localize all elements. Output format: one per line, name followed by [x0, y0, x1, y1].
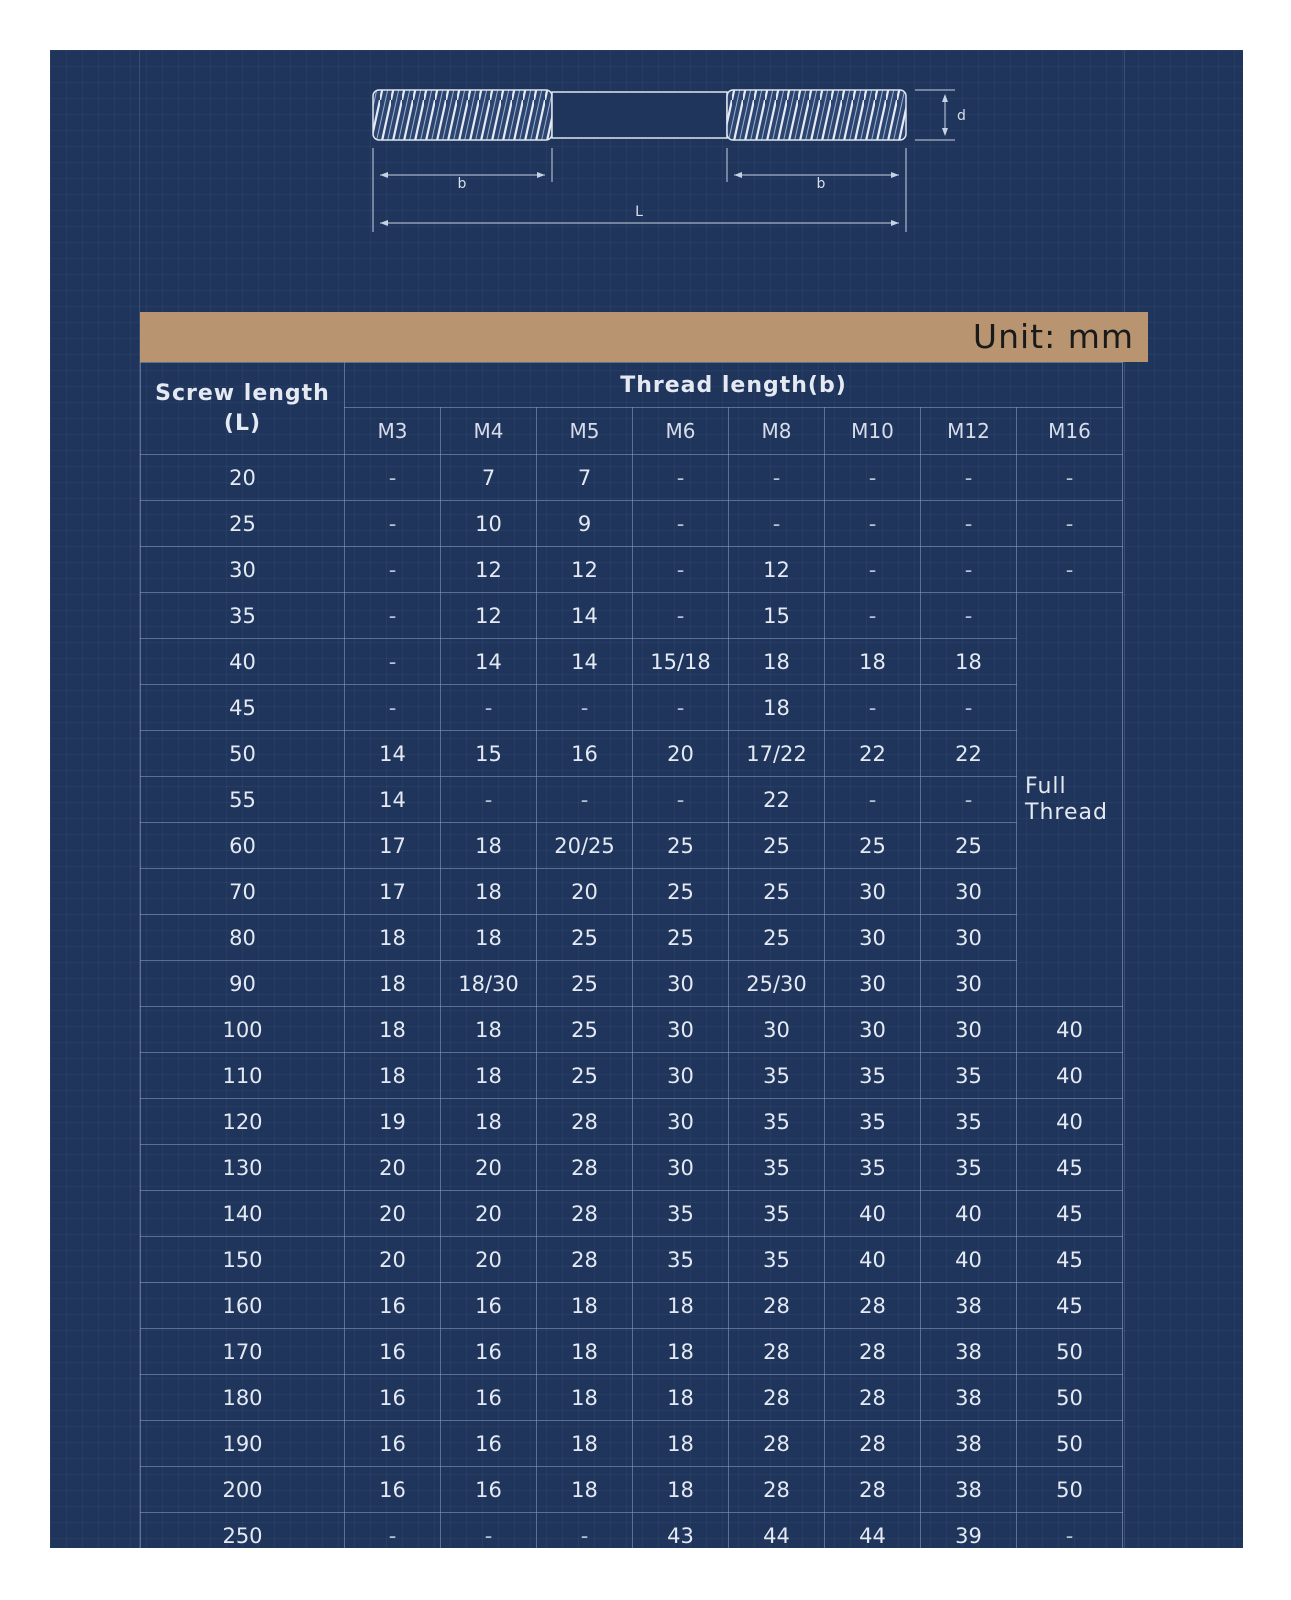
- table-row: [141, 1513, 1123, 1549]
- table-row: [141, 915, 1123, 961]
- thread-length-cell: 45: [1017, 1191, 1123, 1237]
- thread-length-cell: 40: [1017, 1007, 1123, 1053]
- thread-length-cell: 20: [537, 869, 633, 915]
- thread-length-cell: 50: [1017, 1329, 1123, 1375]
- thread-length-cell: 35: [825, 1099, 921, 1145]
- thread-length-cell: -: [633, 593, 729, 639]
- thread-length-cell: -: [441, 777, 537, 823]
- thread-length-cell: 30: [825, 961, 921, 1007]
- thread-length-cell: 18: [441, 1053, 537, 1099]
- thread-length-cell: -: [825, 501, 921, 547]
- thread-length-cell: 30: [921, 869, 1017, 915]
- thread-length-cell: 15: [441, 731, 537, 777]
- table-row: [141, 1053, 1123, 1099]
- screw-length-cell: 55: [141, 777, 345, 823]
- thread-length-cell: -: [537, 777, 633, 823]
- screw-length-cell: 90: [141, 961, 345, 1007]
- thread-length-cell: 44: [825, 1513, 921, 1549]
- thread-length-cell: 16: [345, 1375, 441, 1421]
- thread-length-cell: 35: [825, 1145, 921, 1191]
- thread-length-cell: 35: [633, 1191, 729, 1237]
- thread-length-cell: -: [921, 547, 1017, 593]
- thread-length-cell: 28: [825, 1283, 921, 1329]
- thread-length-cell: 28: [729, 1283, 825, 1329]
- thread-length-cell: 18: [441, 1099, 537, 1145]
- thread-length-cell: -: [441, 1513, 537, 1549]
- thread-length-cell: 40: [825, 1237, 921, 1283]
- table-row: [141, 547, 1123, 593]
- thread-length-cell: 28: [825, 1467, 921, 1513]
- thread-length-cell: 10: [441, 501, 537, 547]
- screw-length-cell: 45: [141, 685, 345, 731]
- thread-length-cell: 12: [441, 547, 537, 593]
- screw-length-cell: 70: [141, 869, 345, 915]
- screw-length-cell: 100: [141, 1007, 345, 1053]
- thread-length-cell: 25: [729, 823, 825, 869]
- thread-length-cell: 15: [729, 593, 825, 639]
- dimension-label-diameter: d: [957, 108, 966, 124]
- screw-length-cell: 200: [141, 1467, 345, 1513]
- screw-length-cell: 140: [141, 1191, 345, 1237]
- thread-length-cell: -: [441, 685, 537, 731]
- screw-length-cell: 170: [141, 1329, 345, 1375]
- table-row: [141, 1237, 1123, 1283]
- screw-length-cell: 20: [141, 455, 345, 501]
- thread-length-cell: 18: [729, 639, 825, 685]
- thread-length-cell: 28: [537, 1237, 633, 1283]
- thread-length-cell: 25: [537, 961, 633, 1007]
- thread-length-cell: 20: [441, 1145, 537, 1191]
- thread-length-cell: 18/30: [441, 961, 537, 1007]
- full-thread-cell: Full Thread: [1017, 593, 1123, 1007]
- thread-length-cell: 18: [633, 1329, 729, 1375]
- thread-length-cell: 40: [1017, 1053, 1123, 1099]
- table-row: [141, 869, 1123, 915]
- thread-length-cell: 35: [729, 1191, 825, 1237]
- thread-length-cell: 18: [345, 1007, 441, 1053]
- table-row: [141, 1375, 1123, 1421]
- thread-length-cell: 43: [633, 1513, 729, 1549]
- screw-length-cell: 80: [141, 915, 345, 961]
- table-row: [141, 1421, 1123, 1467]
- unit-label: Unit: mm: [972, 317, 1134, 356]
- thread-length-cell: -: [345, 501, 441, 547]
- thread-length-cell: 16: [537, 731, 633, 777]
- table-row: [141, 1145, 1123, 1191]
- thread-length-cell: -: [825, 455, 921, 501]
- thread-length-cell: 28: [729, 1329, 825, 1375]
- thread-length-cell: -: [345, 455, 441, 501]
- thread-length-cell: 28: [537, 1191, 633, 1237]
- thread-length-cell: 30: [633, 1145, 729, 1191]
- table-row: [141, 639, 1123, 685]
- thread-length-cell: 40: [1017, 1099, 1123, 1145]
- thread-length-cell: 7: [441, 455, 537, 501]
- thread-length-cell: 35: [729, 1099, 825, 1145]
- thread-length-cell: 25: [921, 823, 1017, 869]
- thread-length-cell: 25: [537, 1053, 633, 1099]
- thread-length-cell: 12: [729, 547, 825, 593]
- thread-length-cell: 38: [921, 1467, 1017, 1513]
- thread-length-cell: 14: [537, 639, 633, 685]
- thread-length-cell: 16: [345, 1467, 441, 1513]
- thread-length-cell: 30: [825, 915, 921, 961]
- header-size-m4: M4: [441, 408, 537, 455]
- thread-length-cell: 30: [825, 869, 921, 915]
- thread-length-cell: 20: [633, 731, 729, 777]
- thread-length-cell: 16: [441, 1421, 537, 1467]
- header-screw-length: Screw length (L): [141, 363, 345, 455]
- thread-length-cell: 18: [633, 1283, 729, 1329]
- thread-length-cell: 28: [729, 1421, 825, 1467]
- thread-length-cell: 38: [921, 1283, 1017, 1329]
- table-row: [141, 1283, 1123, 1329]
- thread-length-cell: 30: [633, 1007, 729, 1053]
- thread-length-cell: 28: [825, 1329, 921, 1375]
- thread-length-cell: 35: [921, 1099, 1017, 1145]
- thread-length-cell: 12: [441, 593, 537, 639]
- thread-length-cell: 35: [729, 1053, 825, 1099]
- screw-length-cell: 35: [141, 593, 345, 639]
- thread-length-cell: 28: [537, 1099, 633, 1145]
- thread-length-cell: 18: [537, 1329, 633, 1375]
- screw-length-cell: 50: [141, 731, 345, 777]
- thread-length-cell: 25: [537, 1007, 633, 1053]
- thread-length-cell: 18: [633, 1421, 729, 1467]
- thread-length-cell: 18: [441, 869, 537, 915]
- thread-length-cell: 35: [921, 1145, 1017, 1191]
- thread-length-cell: 16: [441, 1375, 537, 1421]
- thread-length-cell: -: [921, 777, 1017, 823]
- thread-length-table: [140, 362, 1123, 1548]
- header-size-m3: M3: [345, 408, 441, 455]
- thread-length-cell: 28: [729, 1467, 825, 1513]
- thread-length-cell: -: [1017, 547, 1123, 593]
- thread-length-cell: 16: [345, 1329, 441, 1375]
- header-thread-length: Thread length(b): [345, 363, 1123, 408]
- thread-length-cell: 35: [921, 1053, 1017, 1099]
- thread-length-cell: -: [1017, 1513, 1123, 1549]
- screw-length-cell: 40: [141, 639, 345, 685]
- thread-length-cell: 35: [825, 1053, 921, 1099]
- unit-banner: [140, 312, 1148, 362]
- screw-length-cell: 130: [141, 1145, 345, 1191]
- thread-length-cell: 44: [729, 1513, 825, 1549]
- thread-length-cell: 17: [345, 869, 441, 915]
- thread-length-cell: 20: [345, 1145, 441, 1191]
- thread-length-cell: -: [537, 685, 633, 731]
- thread-length-cell: -: [633, 547, 729, 593]
- thread-length-cell: 30: [921, 1007, 1017, 1053]
- thread-length-cell: 25: [537, 915, 633, 961]
- thread-length-cell: 30: [633, 1099, 729, 1145]
- thread-length-cell: 20: [345, 1191, 441, 1237]
- thread-length-cell: 45: [1017, 1145, 1123, 1191]
- thread-length-cell: -: [729, 501, 825, 547]
- header-size-m16: M16: [1017, 408, 1123, 455]
- thread-length-cell: 30: [729, 1007, 825, 1053]
- thread-length-cell: 16: [441, 1467, 537, 1513]
- thread-length-cell: 30: [921, 915, 1017, 961]
- thread-length-cell: 25: [729, 869, 825, 915]
- screw-length-cell: 60: [141, 823, 345, 869]
- thread-length-cell: -: [633, 685, 729, 731]
- screw-length-cell: 160: [141, 1283, 345, 1329]
- thread-length-cell: -: [921, 685, 1017, 731]
- thread-length-cell: 30: [633, 961, 729, 1007]
- thread-length-cell: 17/22: [729, 731, 825, 777]
- thread-length-cell: 15/18: [633, 639, 729, 685]
- table-row: [141, 1191, 1123, 1237]
- thread-length-cell: 18: [537, 1375, 633, 1421]
- thread-length-cell: 25/30: [729, 961, 825, 1007]
- thread-length-cell: 28: [825, 1375, 921, 1421]
- thread-length-cell: -: [1017, 501, 1123, 547]
- thread-length-cell: -: [345, 639, 441, 685]
- thread-length-cell: 14: [537, 593, 633, 639]
- dimension-label-length: L: [635, 204, 643, 220]
- thread-length-cell: 18: [633, 1467, 729, 1513]
- thread-length-cell: 16: [345, 1421, 441, 1467]
- thread-length-cell: 18: [537, 1421, 633, 1467]
- thread-length-cell: 18: [537, 1467, 633, 1513]
- thread-length-cell: 16: [345, 1283, 441, 1329]
- thread-length-cell: -: [633, 455, 729, 501]
- thread-length-cell: 25: [633, 869, 729, 915]
- header-size-m10: M10: [825, 408, 921, 455]
- thread-length-cell: 18: [441, 1007, 537, 1053]
- thread-length-cell: 17: [345, 823, 441, 869]
- table-row: [141, 1329, 1123, 1375]
- thread-length-cell: 28: [729, 1375, 825, 1421]
- thread-length-cell: 45: [1017, 1283, 1123, 1329]
- table-row: [141, 1099, 1123, 1145]
- thread-length-cell: 18: [729, 685, 825, 731]
- thread-length-cell: 28: [825, 1421, 921, 1467]
- screw-length-cell: 110: [141, 1053, 345, 1099]
- screw-length-cell: 250: [141, 1513, 345, 1549]
- thread-length-cell: 14: [345, 777, 441, 823]
- header-size-m6: M6: [633, 408, 729, 455]
- thread-length-cell: -: [345, 1513, 441, 1549]
- thread-length-cell: -: [825, 685, 921, 731]
- header-size-m12: M12: [921, 408, 1017, 455]
- thread-length-cell: 35: [729, 1145, 825, 1191]
- table-row: [141, 823, 1123, 869]
- thread-length-cell: -: [345, 547, 441, 593]
- thread-length-cell: 30: [633, 1053, 729, 1099]
- thread-length-cell: 18: [633, 1375, 729, 1421]
- thread-length-cell: 18: [825, 639, 921, 685]
- thread-length-cell: 50: [1017, 1421, 1123, 1467]
- table-row: [141, 593, 1123, 639]
- thread-length-cell: 20: [441, 1237, 537, 1283]
- thread-length-cell: 20: [345, 1237, 441, 1283]
- thread-length-cell: 18: [345, 915, 441, 961]
- thread-length-cell: 20/25: [537, 823, 633, 869]
- thread-length-cell: 40: [921, 1191, 1017, 1237]
- header-size-m5: M5: [537, 408, 633, 455]
- thread-length-cell: 18: [921, 639, 1017, 685]
- thread-length-cell: -: [825, 593, 921, 639]
- screw-length-cell: 190: [141, 1421, 345, 1467]
- thread-length-cell: 38: [921, 1421, 1017, 1467]
- thread-length-cell: 25: [825, 823, 921, 869]
- screw-length-cell: 30: [141, 547, 345, 593]
- thread-length-cell: 25: [633, 915, 729, 961]
- thread-length-cell: 40: [921, 1237, 1017, 1283]
- double-end-stud-diagram: [50, 50, 1243, 300]
- thread-length-cell: 30: [825, 1007, 921, 1053]
- thread-length-cell: 25: [633, 823, 729, 869]
- thread-length-cell: 22: [729, 777, 825, 823]
- thread-length-cell: 39: [921, 1513, 1017, 1549]
- screw-length-cell: 150: [141, 1237, 345, 1283]
- thread-length-cell: 50: [1017, 1467, 1123, 1513]
- stud-body: [373, 90, 906, 140]
- thread-length-cell: -: [921, 455, 1017, 501]
- thread-length-cell: 22: [921, 731, 1017, 777]
- table-row: [141, 731, 1123, 777]
- thread-length-cell: 16: [441, 1329, 537, 1375]
- table-row: [141, 777, 1123, 823]
- thread-length-cell: 50: [1017, 1375, 1123, 1421]
- thread-length-cell: 18: [537, 1283, 633, 1329]
- thread-length-cell: 25: [729, 915, 825, 961]
- thread-length-cell: 16: [441, 1283, 537, 1329]
- screw-length-cell: 120: [141, 1099, 345, 1145]
- thread-length-cell: 22: [825, 731, 921, 777]
- thread-length-cell: 14: [345, 731, 441, 777]
- thread-length-cell: -: [729, 455, 825, 501]
- thread-length-cell: 7: [537, 455, 633, 501]
- thread-length-cell: -: [921, 501, 1017, 547]
- thread-length-cell: -: [825, 547, 921, 593]
- thread-length-cell: -: [345, 685, 441, 731]
- table-row: [141, 1007, 1123, 1053]
- thread-length-cell: -: [537, 1513, 633, 1549]
- thread-length-cell: -: [1017, 455, 1123, 501]
- table-row: [141, 501, 1123, 547]
- header-size-m8: M8: [729, 408, 825, 455]
- thread-length-cell: 18: [441, 915, 537, 961]
- thread-length-cell: 35: [633, 1237, 729, 1283]
- thread-length-cell: 18: [441, 823, 537, 869]
- thread-length-cell: 12: [537, 547, 633, 593]
- thread-length-cell: 18: [345, 1053, 441, 1099]
- thread-length-cell: -: [345, 593, 441, 639]
- dimension-label-b-right: b: [816, 176, 826, 192]
- thread-length-cell: 38: [921, 1329, 1017, 1375]
- thread-length-cell: -: [633, 501, 729, 547]
- thread-length-cell: 30: [921, 961, 1017, 1007]
- table-row: [141, 685, 1123, 731]
- dimension-label-b-left: b: [457, 176, 467, 192]
- thread-length-cell: 18: [345, 961, 441, 1007]
- table-row: [141, 1467, 1123, 1513]
- thread-length-cell: -: [633, 777, 729, 823]
- thread-length-cell: 45: [1017, 1237, 1123, 1283]
- thread-length-cell: 35: [729, 1237, 825, 1283]
- spec-sheet: [50, 50, 1243, 1548]
- thread-length-cell: 28: [537, 1145, 633, 1191]
- thread-length-cell: -: [825, 777, 921, 823]
- thread-length-cell: 14: [441, 639, 537, 685]
- thread-length-cell: 9: [537, 501, 633, 547]
- thread-length-cell: 20: [441, 1191, 537, 1237]
- table-row: [141, 455, 1123, 501]
- table-row: [141, 961, 1123, 1007]
- screw-length-cell: 25: [141, 501, 345, 547]
- thread-length-cell: 19: [345, 1099, 441, 1145]
- thread-length-cell: 38: [921, 1375, 1017, 1421]
- screw-length-cell: 180: [141, 1375, 345, 1421]
- thread-length-cell: -: [921, 593, 1017, 639]
- thread-length-cell: 40: [825, 1191, 921, 1237]
